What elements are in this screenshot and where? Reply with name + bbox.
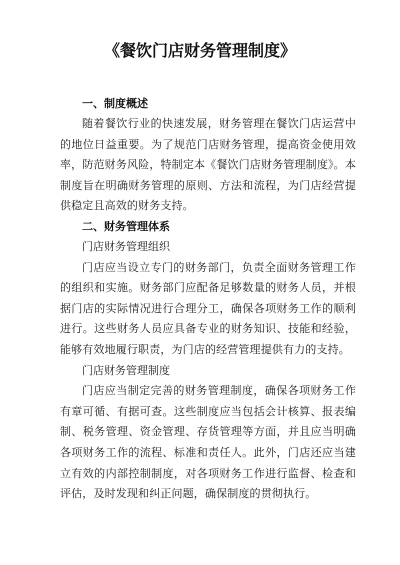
regulations-paragraph: 门店应当制定完善的财务管理制度，确保各项财务工作有章可循、有据可查。这些制度应当包括会计核算、报表编制、税务管理、资金管理、存货管理等方面，并且应当明确各项财务工作的流程、标准和责任人。此外，门店还应当建立有效的内部控制制度，对各项财务工作进行监督、检查和评估，及时发现和纠正问题，确保制度的贯彻执行。 (60, 384, 356, 501)
overview-paragraph: 随着餐饮行业的快速发展，财务管理在餐饮门店运营中的地位日益重要。为了规范门店财务管理，提高资金使用效率，防范财务风险，特制定本《餐饮门店财务管理制度》。本制度旨在明确财务管理的原则、方法和流程，为门店经营提供稳定且高效的财务支持。 (60, 117, 356, 213)
organization-paragraph: 门店应当设立专门的财务部门，负责全面财务管理工作的组织和实施。财务部门应配备足够数量的财务人员，并根据门店的实际情况进行合理分工，确保各项财务工作的顺利进行。这些财务人员应具备专业的财务知识、技能和经验，能够有效地履行职责，为门店的经营管理提供有力的支持。 (60, 260, 356, 356)
document-body (60, 94, 356, 505)
subsection-title-organization: 门店财务管理组织 (82, 239, 170, 253)
subsection-title-regulations: 门店财务管理制度 (82, 363, 170, 377)
section-heading-overview: 一、制度概述 (82, 97, 148, 110)
document-title: 《餐饮门店财务管理制度》 (103, 41, 296, 60)
section-heading-system: 二、财务管理体系 (82, 219, 170, 233)
